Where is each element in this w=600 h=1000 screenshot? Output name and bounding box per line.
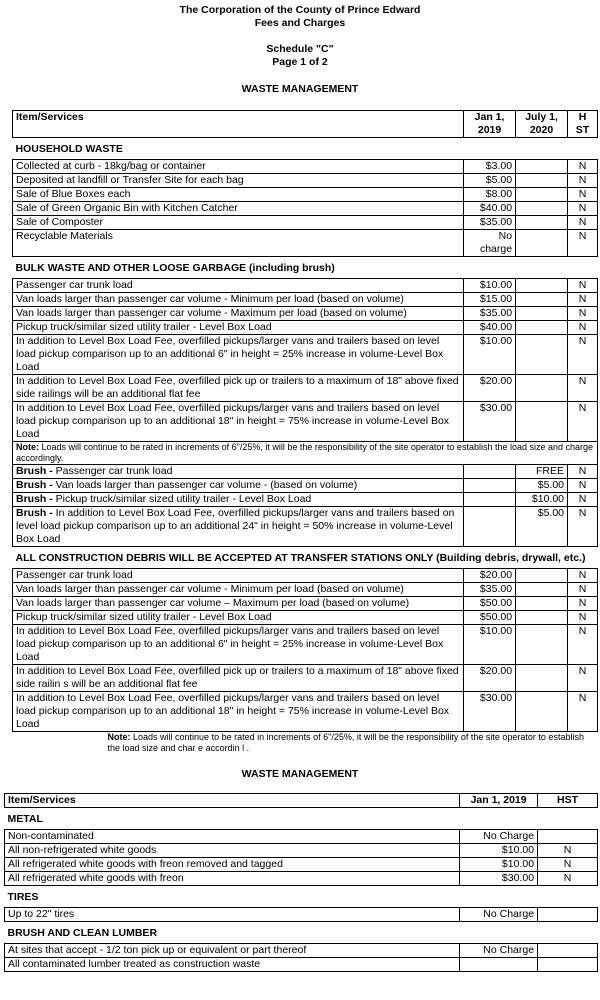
section-row: [13, 257, 598, 279]
jan-fee-cell: $30.00: [460, 872, 538, 886]
hst-cell: [538, 944, 598, 958]
hst-cell: N: [568, 216, 598, 230]
item-cell: [13, 465, 464, 479]
jul-fee-cell: [516, 597, 568, 611]
table-row: [13, 625, 598, 665]
hst-cell: N: [568, 465, 598, 479]
table-row: [5, 908, 598, 922]
jul-fee-cell: [516, 569, 568, 583]
table-row: [5, 830, 598, 844]
item-cell: All non-refrigerated white goods: [5, 844, 460, 858]
jul-fee-cell: [516, 174, 568, 188]
table-header: [13, 111, 598, 138]
hst-cell: N: [538, 844, 598, 858]
table-row: [5, 858, 598, 872]
jul-fee-cell: [516, 188, 568, 202]
tires-title: TIRES: [7, 891, 39, 903]
note-label: Note:: [16, 442, 39, 452]
table-row: [13, 583, 598, 597]
hst-cell: N: [568, 493, 598, 507]
col-item-header: Item/Services: [5, 794, 460, 808]
jul-fee-cell: [516, 321, 568, 335]
table-row: [13, 611, 598, 625]
jan-fee-cell: $20.00: [464, 569, 516, 583]
bulk-waste-title: BULK WASTE AND OTHER LOOSE GARBAGE (including brush): [15, 262, 335, 274]
hst-cell: N: [568, 202, 598, 216]
item-cell: Van loads larger than passenger car volume - Minimum per load (based on volume): [13, 583, 464, 597]
hst-cell: N: [568, 293, 598, 307]
note-cell: [13, 732, 598, 755]
hst-cell: [538, 830, 598, 844]
jan-fee-cell: $5.00: [464, 174, 516, 188]
table-row: [13, 493, 598, 507]
note-text: Loads will continue to be rated in increments of 6"/25%, it will be the responsibility of the site operator to establish the load size and char e accordin l .: [107, 732, 584, 753]
hst-cell: N: [568, 479, 598, 493]
table-row: [13, 597, 598, 611]
jan-fee-cell: $10.00: [460, 858, 538, 872]
item-cell: Recyclable Materials: [13, 230, 464, 257]
jan-fee-cell: $50.00: [464, 597, 516, 611]
jan-fee-cell: [464, 507, 516, 547]
jan-fee-cell: $30.00: [464, 692, 516, 732]
jul-fee-cell: $5.00: [516, 479, 568, 493]
table-row: [13, 307, 598, 321]
item-cell: Sale of Green Organic Bin with Kitchen Catcher: [13, 202, 464, 216]
table-row: [13, 465, 598, 479]
page-title: WASTE MANAGEMENT: [241, 83, 359, 95]
table-row: [5, 944, 598, 958]
note-row: [13, 442, 598, 465]
jul-fee-cell: [516, 611, 568, 625]
note-label: Note:: [107, 732, 131, 742]
jan-fee-cell: $10.00: [464, 335, 516, 375]
jan-fee-cell: $35.00: [464, 307, 516, 321]
table-row: [13, 569, 598, 583]
household-waste-title: HOUSEHOLD WASTE: [15, 143, 123, 155]
item-cell: Collected at curb - 18kg/bag or container: [13, 160, 464, 174]
jul-fee-cell: [516, 692, 568, 732]
jul-fee-cell: [516, 160, 568, 174]
item-cell: Sale of Blue Boxes each: [13, 188, 464, 202]
section-row: [13, 138, 598, 160]
jan-fee-cell: No charge: [464, 230, 516, 257]
hst-cell: N: [568, 188, 598, 202]
item-cell: Van loads larger than passenger car volume - Maximum per load (based on volume): [13, 307, 464, 321]
col-hst-header: HST: [538, 794, 598, 808]
item-cell: In addition to Level Box Load Fee, overfilled pickups/larger vans and trailers based on level load pickup comparison up to an additional 6" in height = 25% increase in volume-Level Box Load: [13, 625, 464, 665]
table-row: [13, 293, 598, 307]
table2-title: WASTE MANAGEMENT: [241, 768, 359, 780]
table-row: [5, 958, 598, 972]
jan-fee-cell: $40.00: [464, 202, 516, 216]
hst-cell: N: [568, 583, 598, 597]
jul-fee-cell: FREE: [516, 465, 568, 479]
jan-fee-cell: $50.00: [464, 611, 516, 625]
note-cell: [13, 442, 598, 465]
table-row: [13, 202, 598, 216]
jan-fee-cell: [460, 958, 538, 972]
item-cell: [13, 507, 464, 547]
item-cell: Van loads larger than passenger car volume - Minimum per load (based on volume): [13, 293, 464, 307]
col-hst-header: H ST: [568, 111, 598, 138]
fees-table-2: [4, 793, 598, 972]
hst-cell: [538, 908, 598, 922]
jul-fee-cell: [516, 665, 568, 692]
jul-fee-cell: [516, 216, 568, 230]
jan-fee-cell: $3.00: [464, 160, 516, 174]
item-cell: Van loads larger than passenger car volume – Maximum per load (based on volume): [13, 597, 464, 611]
jul-fee-cell: [516, 335, 568, 375]
jan-fee-cell: $10.00: [460, 844, 538, 858]
jan-fee-cell: $30.00: [464, 402, 516, 442]
item-cell: All refrigerated white goods with freon: [5, 872, 460, 886]
jan-fee-cell: [464, 465, 516, 479]
jan-fee-cell: No Charge: [460, 944, 538, 958]
item-cell: At sites that accept - 1/2 ton pick up or equivalent or part thereof: [5, 944, 460, 958]
item-cell: Passenger car trunk load: [13, 569, 464, 583]
item-text: Passenger car trunk load: [55, 465, 173, 477]
item-cell: All refrigerated white goods with freon removed and tagged: [5, 858, 460, 872]
jul-fee-cell: [516, 307, 568, 321]
jul-fee-cell: [516, 625, 568, 665]
jul-fee-cell: $5.00: [516, 507, 568, 547]
hst-cell: N: [568, 597, 598, 611]
hst-cell: N: [568, 230, 598, 257]
table-row: [13, 160, 598, 174]
brush-prefix: Brush -: [16, 493, 53, 505]
item-cell: In addition to Level Box Load Fee, overfilled pickups/larger vans and trailers based on level load pickup comparison up to an additional 6" in height = 25% increase in volume-Level Box Load: [13, 335, 464, 375]
item-cell: Passenger car trunk load: [13, 279, 464, 293]
brush-prefix: Brush -: [16, 507, 53, 519]
hst-cell: N: [538, 872, 598, 886]
item-cell: [13, 479, 464, 493]
jan-fee-cell: $15.00: [464, 293, 516, 307]
col-jul-header: July 1, 2020: [516, 111, 568, 138]
schedule-label: Schedule "C": [266, 43, 334, 55]
table-row: [13, 402, 598, 442]
item-cell: [13, 493, 464, 507]
jan-fee-cell: No Charge: [460, 908, 538, 922]
item-cell: Pickup truck/similar sized utility trailer - Level Box Load: [13, 611, 464, 625]
brush-prefix: Brush -: [16, 479, 53, 491]
hst-cell: [538, 958, 598, 972]
jan-fee-cell: $35.00: [464, 216, 516, 230]
header-line1: The Corporation of the County of Prince Edward: [179, 4, 421, 16]
item-cell: In addition to Level Box Load Fee, overfilled pick up or trailers to a maximum of 18" above fixed side railings will be an additional flat fee: [13, 375, 464, 402]
jul-fee-cell: [516, 375, 568, 402]
table-row: [13, 375, 598, 402]
hst-cell: N: [568, 375, 598, 402]
jan-fee-cell: $20.00: [464, 375, 516, 402]
item-cell: Deposited at landfill or Transfer Site for each bag: [13, 174, 464, 188]
col-jan-header: Jan 1, 2019: [464, 111, 516, 138]
note-text: Loads will continue to be rated in increments of 6"/25%, it will be the responsibility of the site operator to establish the load size and charge accordingly.: [16, 442, 594, 463]
table-row: [13, 665, 598, 692]
metal-title: METAL: [7, 813, 43, 825]
hst-cell: N: [538, 858, 598, 872]
jul-fee-cell: [516, 402, 568, 442]
table-row: [5, 844, 598, 858]
item-cell: All contaminated lumber treated as construction waste: [5, 958, 460, 972]
jan-fee-cell: $35.00: [464, 583, 516, 597]
item-cell: Pickup truck/similar sized utility trailer - Level Box Load: [13, 321, 464, 335]
item-cell: Sale of Composter: [13, 216, 464, 230]
hst-cell: N: [568, 279, 598, 293]
table-row: [13, 507, 598, 547]
jan-fee-cell: $8.00: [464, 188, 516, 202]
jul-fee-cell: [516, 279, 568, 293]
brush-prefix: Brush -: [16, 465, 53, 477]
table-header: [5, 794, 598, 808]
table-row: [13, 692, 598, 732]
jan-fee-cell: $10.00: [464, 625, 516, 665]
jul-fee-cell: $10.00: [516, 493, 568, 507]
jan-fee-cell: $40.00: [464, 321, 516, 335]
section-row: [5, 886, 598, 908]
jul-fee-cell: [516, 293, 568, 307]
hst-cell: N: [568, 507, 598, 547]
item-text: Pickup truck/similar sized utility trailer - Level Box Load: [55, 493, 312, 505]
page-label: Page 1 of 2: [272, 56, 328, 68]
hst-cell: N: [568, 625, 598, 665]
item-text: Van loads larger than passenger car volume - (based on volume): [55, 479, 358, 491]
table-row: [5, 872, 598, 886]
table-row: [13, 279, 598, 293]
jul-fee-cell: [516, 583, 568, 597]
jul-fee-cell: [516, 202, 568, 216]
table-row: [13, 188, 598, 202]
hst-cell: N: [568, 569, 598, 583]
item-cell: In addition to Level Box Load Fee, overfilled pickups/larger vans and trailers based on level load pickup comparison up to an additional 18" in height = 75% increase in volume-Level Box Load: [13, 402, 464, 442]
col-jan-header: Jan 1, 2019: [460, 794, 538, 808]
table-row: [13, 479, 598, 493]
hst-cell: N: [568, 402, 598, 442]
item-cell: Non-contaminated: [5, 830, 460, 844]
construction-title: ALL CONSTRUCTION DEBRIS WILL BE ACCEPTED AT TRANSFER STATIONS ONLY (Building debris, drywall, etc.): [15, 552, 586, 564]
fees-table-1: [12, 110, 598, 754]
hst-cell: N: [568, 307, 598, 321]
hst-cell: N: [568, 665, 598, 692]
item-cell: In addition to Level Box Load Fee, overfilled pickups/larger vans and trailers based on level load pickup comparison up to an additional 18" in height = 75% increase in volume-Level Box Load: [13, 692, 464, 732]
jan-fee-cell: $20.00: [464, 665, 516, 692]
table-row: [13, 321, 598, 335]
hst-cell: N: [568, 321, 598, 335]
section-row: [5, 922, 598, 944]
note-row: [13, 732, 598, 755]
item-cell: Up to 22" tires: [5, 908, 460, 922]
section-row: [13, 547, 598, 569]
item-cell: In addition to Level Box Load Fee, overfilled pick up or trailers to a maximum of 18" above fixed side railin s will be an additional flat fee: [13, 665, 464, 692]
jul-fee-cell: [516, 230, 568, 257]
table-row: [13, 174, 598, 188]
col-item-header: Item/Services: [13, 111, 464, 138]
table-row: [13, 230, 598, 257]
item-text: In addition to Level Box Load Fee, overfilled pickups/larger vans and trailers based on level load pickup comparison up to an additional 24" in height = 50% increase in volume-Level Box Load: [16, 507, 455, 545]
table-row: [13, 335, 598, 375]
jan-fee-cell: No Charge: [460, 830, 538, 844]
hst-cell: N: [568, 160, 598, 174]
jan-fee-cell: [464, 493, 516, 507]
hst-cell: N: [568, 611, 598, 625]
header-line2: Fees and Charges: [254, 17, 346, 29]
jan-fee-cell: $10.00: [464, 279, 516, 293]
section-row: [5, 808, 598, 830]
table-row: [13, 216, 598, 230]
hst-cell: N: [568, 335, 598, 375]
jan-fee-cell: [464, 479, 516, 493]
hst-cell: N: [568, 692, 598, 732]
hst-cell: N: [568, 174, 598, 188]
brush-lumber-title: BRUSH AND CLEAN LUMBER: [7, 927, 158, 939]
